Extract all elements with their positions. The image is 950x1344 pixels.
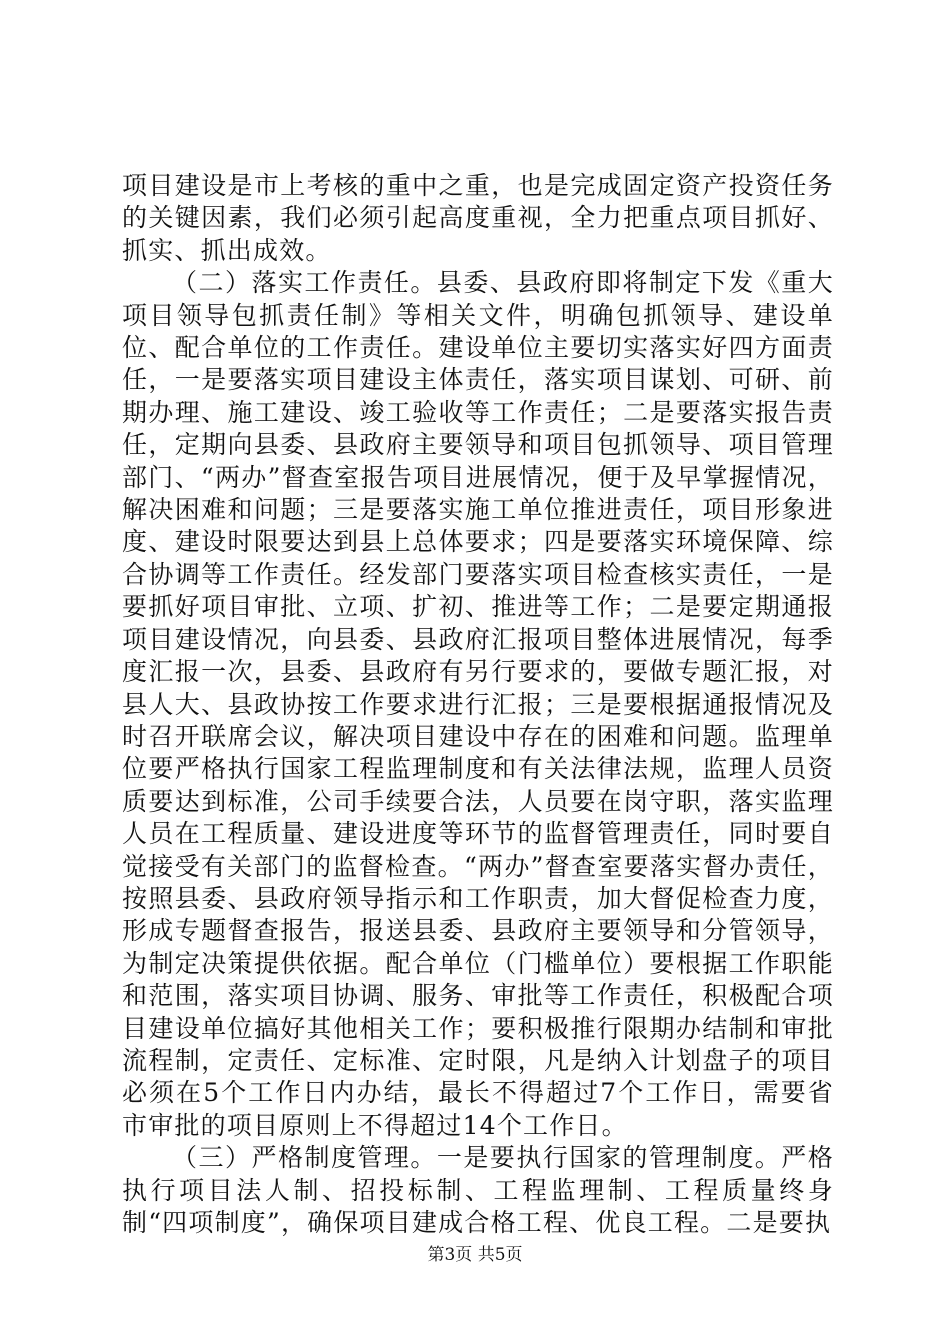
paragraph-section-3: （三）严格制度管理。一是要执行国家的管理制度。严格执行项目法人制、招投标制、工程监理制、工程质量终身制“四项制度”，确保项目建成合格工程、优良工程。二是要执 [122,1143,834,1237]
document-body [122,170,834,1239]
paragraph-continuation: 项目建设是市上考核的重中之重，也是完成固定资产投资任务的关键因素，我们必须引起高度重视，全力把重点项目抓好、抓实、抓出成效。 [122,171,834,265]
paragraph-section-2: （二）落实工作责任。县委、县政府即将制定下发《重大项目领导包抓责任制》等相关文件，明确包抓领导、建设单位、配合单位的工作责任。建设单位主要切实落实好四方面责任，一是要落实项目建设主体责任，落实项目谋划、可研、前期办理、施工建设、竣工验收等工作责任；二是要落实报告责任，定期向县委、县政府主要领导和项目包抓领导、项目管理部门、“两办”督查室报告项目进展情况，便于及早掌握情况，解决困难和问题；三是要落实施工单位推进责任，项目形象进度、建设时限要达到县上总体要求；四是要落实环境保障、综合协调等工作责任。经发部门要落实项目检查核实责任，一是要抓好项目审批、立项、扩初、推进等工作；二是要定期通报项目建设情况，向县委、县政府汇报项目整体进展情况，每季度汇报一次，县委、县政府有另行要求的，要做专题汇报，对县人大、县政协按工作要求进行汇报；三是要根据通报情况及时召开联席会议，解决项目建设中存在的困难和问题。监理单位要严格执行国家工程监理制度和有关法律法规，监理人员资质要达到标准，公司手续要合法，人员要在岗守职，落实监理人员在工程质量、建设进度等环节的监督管理责任，同时要自觉接受有关部门的监督检查。“两办”督查室要落实督办责任，按照县委、县政府领导指示和工作职责，加大督促检查力度，形成专题督查报告，报送县委、县政府主要领导和分管领导，为制定决策提供依据。配合单位（门槛单位）要根据工作职能和范围，落实项目协调、服务、审批等工作责任，积极配合项目建设单位搞好其他相关工作；要积极推行限期办结制和审批流程制，定责任、定标准、定时限，凡是纳入计划盘子的项目必须在5个工作日内办结，最长不得超过7个工作日，需要省市审批的项目原则上不得超过14个工作日。 [122,268,834,1140]
page-footer: 第3页 共5页 [427,1245,523,1265]
